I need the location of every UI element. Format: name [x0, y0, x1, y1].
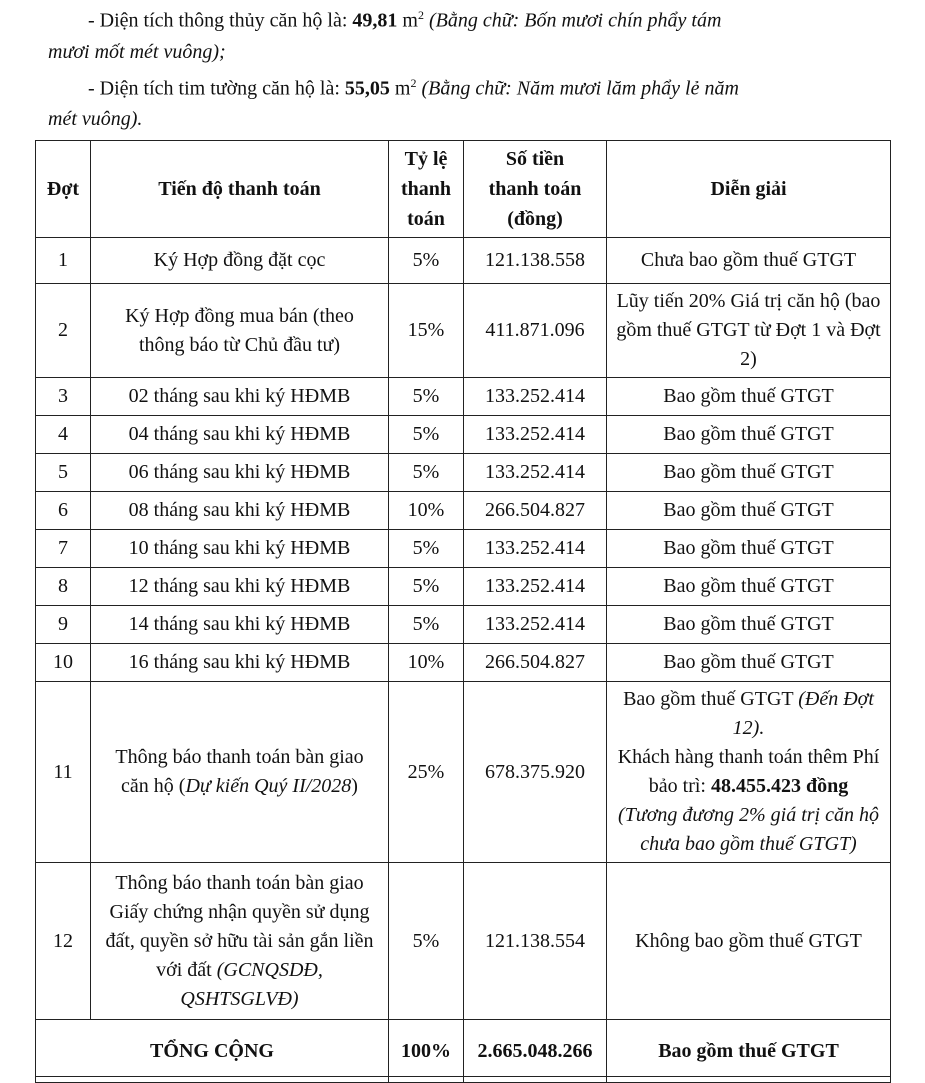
- cell-tien-do: 04 tháng sau khi ký HĐMB: [91, 416, 389, 454]
- cell-ty-le: 5%: [389, 238, 464, 284]
- payment-schedule-table: [35, 140, 891, 1083]
- cell-dot: 3: [36, 378, 91, 416]
- row11-ty-le: 25%: [389, 682, 464, 863]
- cell-so-tien: 133.252.414: [464, 530, 607, 568]
- bottom-rule: [35, 1076, 890, 1077]
- cell-dot: 7: [36, 530, 91, 568]
- cell-dot: 10: [36, 644, 91, 682]
- cell-ty-le: 5%: [389, 568, 464, 606]
- cell-tien-do: Ký Hợp đồng đặt cọc: [91, 238, 389, 284]
- cell-so-tien: 133.252.414: [464, 568, 607, 606]
- row12-so-tien: 121.138.554: [464, 863, 607, 1020]
- table-row: [36, 378, 891, 416]
- cell-so-tien: 121.138.558: [464, 238, 607, 284]
- table-row: [36, 530, 891, 568]
- row12-tien-do: [91, 863, 389, 1020]
- table-row: [36, 644, 891, 682]
- table-row: [36, 454, 891, 492]
- total-row: [36, 1020, 891, 1083]
- header-dot: Đợt: [36, 141, 91, 238]
- cell-dot: 1: [36, 238, 91, 284]
- cell-dot: 4: [36, 416, 91, 454]
- row12-dien-giai: Không bao gồm thuế GTGT: [607, 863, 891, 1020]
- header-tien-do: Tiến độ thanh toán: [91, 141, 389, 238]
- cell-so-tien: 266.504.827: [464, 492, 607, 530]
- table-row-12: [36, 863, 891, 1020]
- area-clear-value: 49,81: [352, 9, 398, 32]
- cell-so-tien: 266.504.827: [464, 644, 607, 682]
- cell-tien-do: 14 tháng sau khi ký HĐMB: [91, 606, 389, 644]
- intro-section: [48, 0, 908, 135]
- header-dien-giai: Diễn giải: [607, 141, 891, 238]
- cell-dot: 9: [36, 606, 91, 644]
- area-wall-line: [48, 68, 908, 105]
- area-clear-unit-sup: 2: [417, 8, 424, 22]
- cell-dien-giai: Lũy tiến 20% Giá trị căn hộ (bao gồm thuế GTGT từ Đợt 1 và Đợt 2): [607, 284, 891, 378]
- cell-ty-le: 10%: [389, 492, 464, 530]
- cell-dot: 5: [36, 454, 91, 492]
- cell-dien-giai: Bao gồm thuế GTGT: [607, 530, 891, 568]
- area-clear-words-b: mươi mốt mét vuông);: [48, 40, 226, 63]
- cell-dot: 8: [36, 568, 91, 606]
- cell-ty-le: 5%: [389, 378, 464, 416]
- table-row: [36, 238, 891, 284]
- cell-tien-do: 08 tháng sau khi ký HĐMB: [91, 492, 389, 530]
- row11-dot: 11: [36, 682, 91, 863]
- header-ty-le-2: thanh: [400, 178, 452, 200]
- area-wall-line-cont: [48, 104, 908, 135]
- area-clear-line: [48, 0, 908, 37]
- table-row: [36, 416, 891, 454]
- table-row: [36, 284, 891, 378]
- header-so-tien: [464, 141, 607, 238]
- row11-so-tien: 678.375.920: [464, 682, 607, 863]
- table-row: [36, 492, 891, 530]
- cell-ty-le: 5%: [389, 606, 464, 644]
- cell-ty-le: 5%: [389, 530, 464, 568]
- cell-dien-giai: Bao gồm thuế GTGT: [607, 454, 891, 492]
- area-wall-unit-sup: 2: [410, 75, 417, 90]
- cell-so-tien: 411.871.096: [464, 284, 607, 378]
- cell-dien-giai: Chưa bao gồm thuế GTGT: [607, 238, 891, 284]
- table-row-11: [36, 682, 891, 863]
- cell-dien-giai: Bao gồm thuế GTGT: [607, 644, 891, 682]
- cell-dot: 2: [36, 284, 91, 378]
- row12-ty-le: 5%: [389, 863, 464, 1020]
- header-so-tien-1: Số tiền: [505, 148, 565, 170]
- cell-dien-giai: Bao gồm thuế GTGT: [607, 606, 891, 644]
- cell-dien-giai: Bao gồm thuế GTGT: [607, 492, 891, 530]
- cell-so-tien: 133.252.414: [464, 606, 607, 644]
- row11-tien-do: [91, 682, 389, 863]
- total-so-tien: 2.665.048.266: [464, 1020, 607, 1083]
- total-dien-giai: Bao gồm thuế GTGT: [607, 1020, 891, 1083]
- header-row: [36, 141, 891, 238]
- header-so-tien-3: (đồng): [507, 208, 563, 230]
- cell-ty-le: 5%: [389, 416, 464, 454]
- row12-tien-do-a: Thông báo thanh toán bàn giao Giấy chứng nhận quyền sử dụng đất, quyền sở hữu tài sản gắn liền với đất: [105, 871, 374, 981]
- row11-dg-3: Khách hàng thanh toán thêm Phí bảo trì:: [617, 746, 880, 797]
- row11-dg-5: (Tương đương 2% giá trị căn hộ chưa bao gồm thuế GTGT): [618, 804, 879, 855]
- cell-ty-le: 5%: [389, 454, 464, 492]
- row11-tien-do-a: Thông báo thanh toán bàn giao căn hộ (: [115, 746, 364, 797]
- row11-dien-giai: [607, 682, 891, 863]
- cell-tien-do: 10 tháng sau khi ký HĐMB: [91, 530, 389, 568]
- area-clear-line-cont: [48, 37, 908, 68]
- cell-ty-le: 15%: [389, 284, 464, 378]
- area-wall-unit: m: [389, 77, 411, 100]
- row11-tien-do-c: ): [351, 775, 358, 797]
- header-ty-le: [389, 141, 464, 238]
- area-wall-words-b: mét vuông).: [48, 108, 143, 131]
- row12-dot: 12: [36, 863, 91, 1020]
- cell-tien-do: Ký Hợp đồng mua bán (theo thông báo từ Chủ đầu tư): [91, 284, 389, 378]
- cell-ty-le: 10%: [389, 644, 464, 682]
- row11-dg-1: Bao gồm thuế GTGT: [623, 688, 799, 710]
- row11-dg-4: 48.455.423 đồng: [710, 775, 849, 797]
- header-ty-le-3: toán: [407, 208, 445, 230]
- area-wall-value: 55,05: [344, 77, 390, 100]
- table-row: [36, 606, 891, 644]
- cell-tien-do: 12 tháng sau khi ký HĐMB: [91, 568, 389, 606]
- total-ty-le: 100%: [389, 1020, 464, 1083]
- total-label: TỔNG CỘNG: [36, 1020, 389, 1083]
- area-clear-label: - Diện tích thông thủy căn hộ là:: [88, 9, 353, 32]
- header-so-tien-2: thanh toán: [488, 178, 582, 200]
- cell-so-tien: 133.252.414: [464, 378, 607, 416]
- header-ty-le-1: Tỷ lệ: [404, 148, 448, 170]
- area-wall-words-a: (Bằng chữ: Năm mươi lăm phẩy lẻ năm: [416, 77, 739, 100]
- cell-dien-giai: Bao gồm thuế GTGT: [607, 378, 891, 416]
- cell-dot: 6: [36, 492, 91, 530]
- cell-tien-do: 06 tháng sau khi ký HĐMB: [91, 454, 389, 492]
- area-wall-label: - Diện tích tim tường căn hộ là:: [88, 77, 345, 100]
- area-clear-words-a: (Bằng chữ: Bốn mươi chín phẩy tám: [423, 9, 722, 32]
- cell-tien-do: 16 tháng sau khi ký HĐMB: [91, 644, 389, 682]
- cell-so-tien: 133.252.414: [464, 454, 607, 492]
- cell-tien-do: 02 tháng sau khi ký HĐMB: [91, 378, 389, 416]
- table-row: [36, 568, 891, 606]
- cell-dien-giai: Bao gồm thuế GTGT: [607, 568, 891, 606]
- row11-tien-do-b: Dự kiến Quý II/2028: [185, 775, 352, 797]
- row11-dg-2: (Đến Đợt 12).: [732, 688, 874, 739]
- cell-dien-giai: Bao gồm thuế GTGT: [607, 416, 891, 454]
- cell-so-tien: 133.252.414: [464, 416, 607, 454]
- area-clear-unit: m: [397, 9, 418, 32]
- row12-tien-do-b: (GCNQSDĐ, QSHTSGLVĐ): [180, 958, 323, 1010]
